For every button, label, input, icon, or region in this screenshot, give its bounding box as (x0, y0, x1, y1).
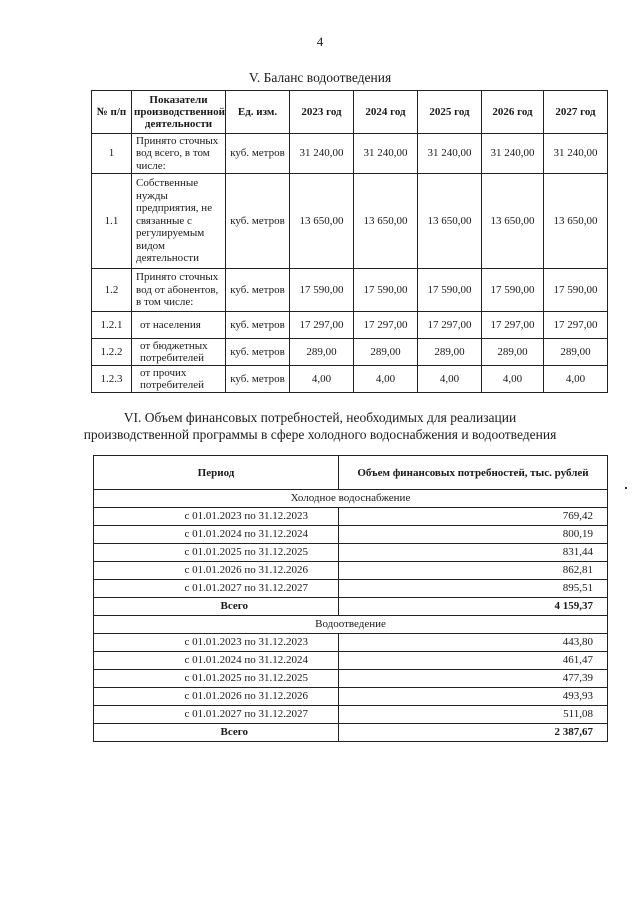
value-cell: 13 650,00 (482, 174, 544, 269)
value-cell: 31 240,00 (290, 134, 354, 174)
value-cell: 17 297,00 (482, 312, 544, 339)
row-name: Принято сточных вод от абонентов, в том числе: (132, 269, 226, 312)
period-cell: с 01.01.2026 по 31.12.2026 (94, 562, 339, 580)
column-header: 2023 год (290, 91, 354, 134)
table-row (94, 508, 608, 526)
period-cell: с 01.01.2027 по 31.12.2027 (94, 706, 339, 724)
value-cell: 477,39 (339, 670, 608, 688)
total-value: 4 159,37 (339, 598, 608, 616)
value-cell: 769,42 (339, 508, 608, 526)
row-number: 1.2.2 (92, 339, 132, 366)
table-row (94, 544, 608, 562)
value-cell: 289,00 (418, 339, 482, 366)
table-row (94, 580, 608, 598)
period-cell: с 01.01.2024 по 31.12.2024 (94, 652, 339, 670)
value-cell: 289,00 (544, 339, 608, 366)
table-row (92, 366, 608, 393)
table-row (92, 174, 608, 269)
period-cell: с 01.01.2024 по 31.12.2024 (94, 526, 339, 544)
period-cell: с 01.01.2027 по 31.12.2027 (94, 580, 339, 598)
finance-table (93, 455, 608, 742)
value-cell: 862,81 (339, 562, 608, 580)
value-cell: 289,00 (482, 339, 544, 366)
period-cell: с 01.01.2023 по 31.12.2023 (94, 508, 339, 526)
value-cell: 31 240,00 (418, 134, 482, 174)
table-header-row (92, 91, 608, 134)
section-title-balance: V. Баланс водоотведения (248, 70, 392, 85)
row-name: Собственные нужды предприятия, не связанные с регулируемым видом деятельности (132, 174, 226, 269)
column-header: 2026 год (482, 91, 544, 134)
total-value: 2 387,67 (339, 724, 608, 742)
section-title-line: производственной программы в сфере холодного водоснабжения и водоотведения (83, 427, 557, 442)
row-number: 1.2.1 (92, 312, 132, 339)
row-number: 1.2 (92, 269, 132, 312)
total-row (94, 598, 608, 616)
value-cell: 4,00 (290, 366, 354, 393)
balance-table (91, 90, 608, 393)
group-row (94, 490, 608, 508)
value-cell: 493,93 (339, 688, 608, 706)
column-header: Показатели производственной деятельности (132, 91, 226, 134)
row-unit: куб. метров (226, 339, 290, 366)
period-cell: с 01.01.2025 по 31.12.2025 (94, 544, 339, 562)
value-cell: 13 650,00 (290, 174, 354, 269)
row-number: 1.2.3 (92, 366, 132, 393)
value-cell: 289,00 (354, 339, 418, 366)
value-cell: 17 297,00 (354, 312, 418, 339)
section-title-finance (0, 409, 640, 443)
margin-mark (625, 487, 627, 489)
total-row (94, 724, 608, 742)
table-row (94, 562, 608, 580)
row-name: от прочих потребителей (132, 366, 226, 393)
value-cell: 511,08 (339, 706, 608, 724)
column-header: № п/п (92, 91, 132, 134)
value-cell: 13 650,00 (418, 174, 482, 269)
total-label: Всего (94, 598, 339, 616)
total-label: Всего (94, 724, 339, 742)
value-cell: 13 650,00 (544, 174, 608, 269)
column-header: 2024 год (354, 91, 418, 134)
row-number: 1.1 (92, 174, 132, 269)
table-row (92, 269, 608, 312)
period-cell: с 01.01.2025 по 31.12.2025 (94, 670, 339, 688)
row-unit: куб. метров (226, 269, 290, 312)
table-row (92, 339, 608, 366)
table-row (94, 670, 608, 688)
value-cell: 4,00 (418, 366, 482, 393)
value-cell: 17 297,00 (290, 312, 354, 339)
period-cell: с 01.01.2026 по 31.12.2026 (94, 688, 339, 706)
value-cell: 17 297,00 (418, 312, 482, 339)
table-row (92, 312, 608, 339)
row-name: Принято сточных вод всего, в том числе: (132, 134, 226, 174)
value-cell: 831,44 (339, 544, 608, 562)
value-cell: 17 590,00 (544, 269, 608, 312)
group-name: Холодное водоснабжение (94, 490, 608, 508)
row-name: от населения (132, 312, 226, 339)
table-row (92, 134, 608, 174)
table-header-row (94, 456, 608, 490)
group-row (94, 616, 608, 634)
value-cell: 443,80 (339, 634, 608, 652)
value-cell: 13 650,00 (354, 174, 418, 269)
period-cell: с 01.01.2023 по 31.12.2023 (94, 634, 339, 652)
row-unit: куб. метров (226, 174, 290, 269)
value-cell: 31 240,00 (354, 134, 418, 174)
value-cell: 17 590,00 (290, 269, 354, 312)
column-header: Ед. изм. (226, 91, 290, 134)
section-title-line: VI. Объем финансовых потребностей, необходимых для реализации (123, 410, 517, 425)
page-number: 4 (316, 34, 324, 49)
table-row (94, 526, 608, 544)
table-row (94, 706, 608, 724)
table-row (94, 634, 608, 652)
column-header: 2025 год (418, 91, 482, 134)
value-cell: 461,47 (339, 652, 608, 670)
table-row (94, 688, 608, 706)
value-cell: 289,00 (290, 339, 354, 366)
value-cell: 31 240,00 (544, 134, 608, 174)
value-cell: 4,00 (354, 366, 418, 393)
column-header: Период (94, 456, 339, 490)
value-cell: 4,00 (544, 366, 608, 393)
row-unit: куб. метров (226, 312, 290, 339)
row-name: от бюджетных потребителей (132, 339, 226, 366)
value-cell: 800,19 (339, 526, 608, 544)
group-name: Водоотведение (94, 616, 608, 634)
value-cell: 31 240,00 (482, 134, 544, 174)
row-unit: куб. метров (226, 366, 290, 393)
row-unit: куб. метров (226, 134, 290, 174)
value-cell: 17 590,00 (354, 269, 418, 312)
row-number: 1 (92, 134, 132, 174)
table-row (94, 652, 608, 670)
value-cell: 4,00 (482, 366, 544, 393)
value-cell: 895,51 (339, 580, 608, 598)
value-cell: 17 590,00 (418, 269, 482, 312)
column-header: 2027 год (544, 91, 608, 134)
column-header: Объем финансовых потребностей, тыс. рублей (339, 456, 608, 490)
value-cell: 17 590,00 (482, 269, 544, 312)
value-cell: 17 297,00 (544, 312, 608, 339)
